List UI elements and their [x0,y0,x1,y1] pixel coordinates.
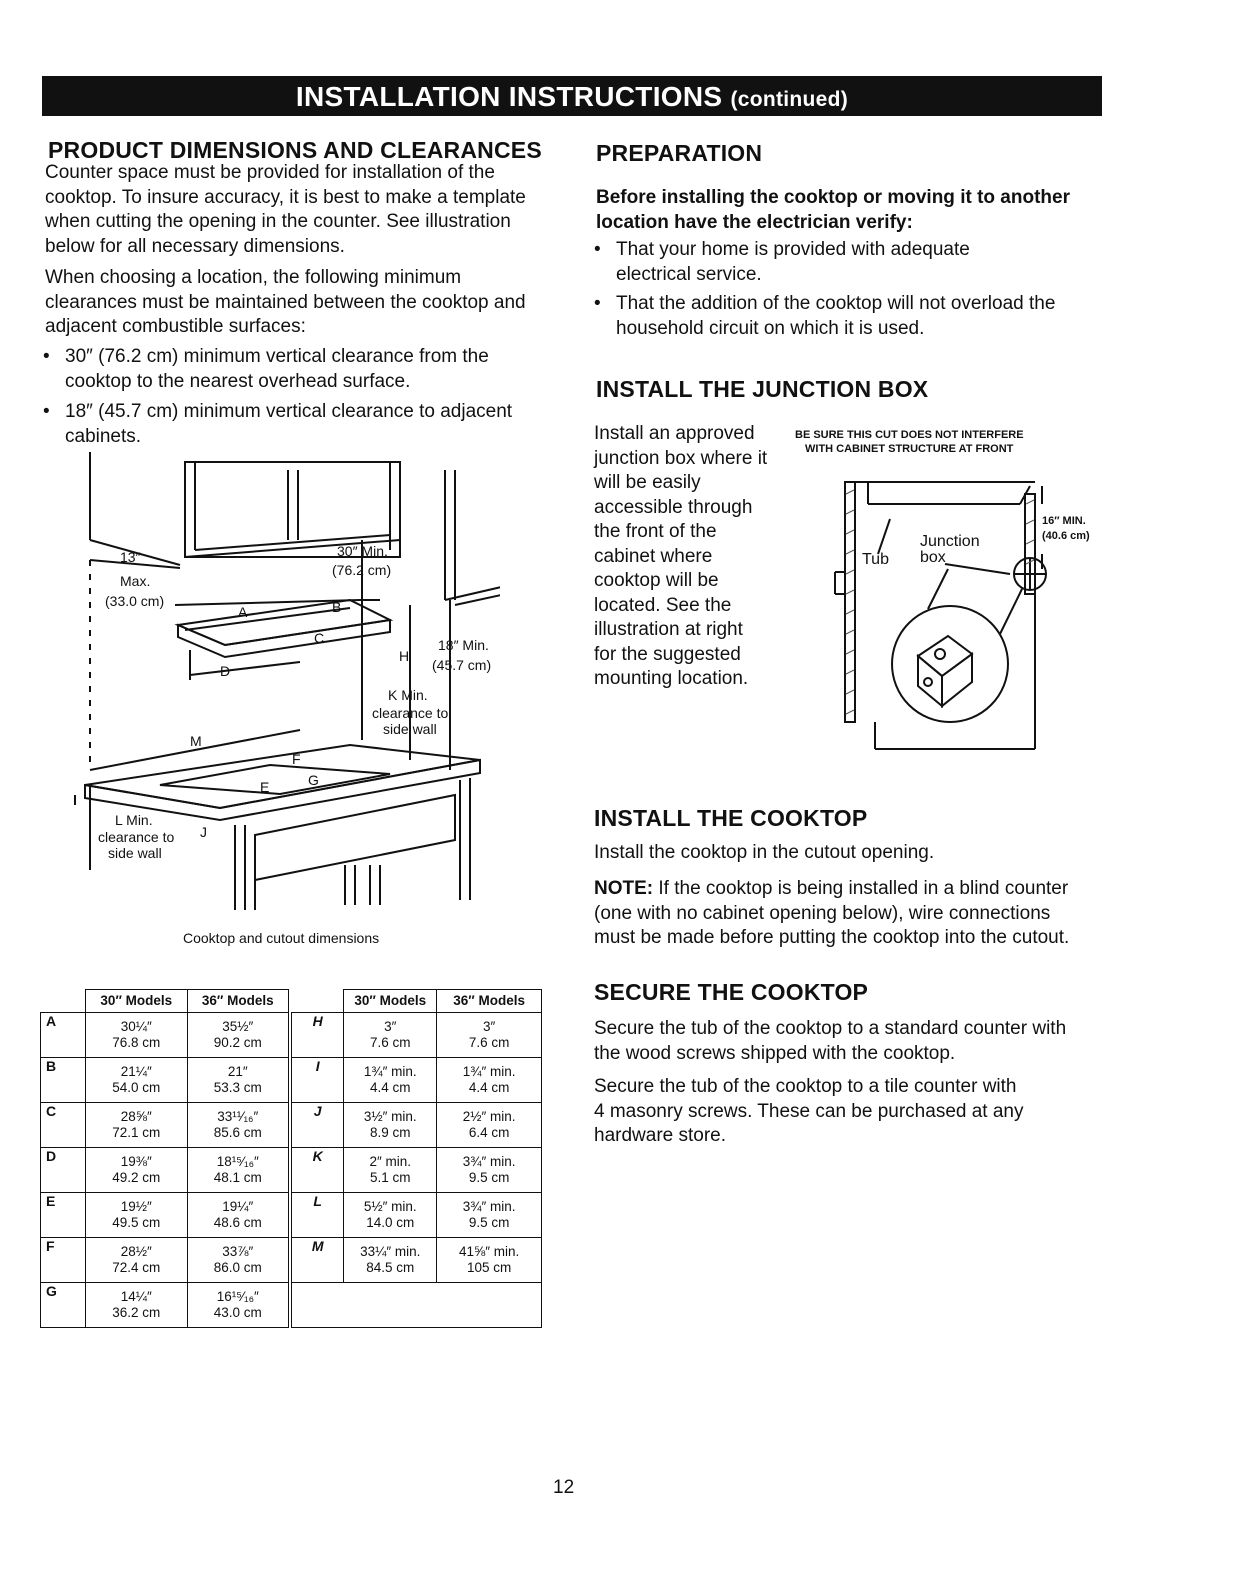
cell-value: 4.4 cm [370,1080,411,1095]
note-text: If the cooktop is being installed in a blind counter [653,878,1069,899]
cell-value: 41⅝″ min. [458,1244,520,1259]
label-d: D [220,663,231,679]
text-line: accessible through [594,496,753,518]
text-line: Secure the tub of the cooktop to a standard counter with [594,1018,1067,1039]
text-line: located. See the [594,594,732,616]
cell-value: 5.1 cm [370,1170,411,1185]
min-16-label: 16″ MIN. [1042,515,1086,527]
text-line: for the suggested [594,643,741,665]
row-letter: D [41,1148,86,1193]
text-line: cooktop to the nearest overhead surface. [65,370,411,392]
install-cooktop-text: Install the cooktop in the cutout opening. [594,842,935,863]
cell-value: 3¾″ min. [462,1154,516,1169]
text-line: electrical service. [616,263,762,285]
label-k-clearance: clearance to [372,705,449,721]
cooktop-dimensions-diagram [60,440,500,910]
cell-value: 54.0 cm [112,1080,161,1095]
table-row [41,1013,289,1058]
row-letter: B [41,1058,86,1103]
label-k-sidewall: side wall [383,721,437,737]
table-row [41,1193,289,1238]
cell-value: 21″ [227,1064,248,1079]
cell-value: 6.4 cm [468,1125,510,1140]
box-label: box [920,549,946,566]
text-line: must be made before putting the cooktop into the cutout. [594,927,1070,948]
table-row [292,1238,542,1283]
cell-value: 90.2 cm [213,1035,262,1050]
clearance-list [41,345,561,449]
cell-value: 85.6 cm [213,1125,262,1140]
row-letter: A [41,1013,86,1058]
table-row [41,1238,289,1283]
text-line: household circuit on which it is used. [616,317,925,339]
list-item [592,238,1112,287]
table-row [41,1148,289,1193]
table-row [292,1058,542,1103]
cell-value: 33¹¹⁄₁₆″ [217,1109,259,1124]
text-line: • 18″ (45.7 cm) minimum vertical clearance to adjacent [65,401,513,422]
text-line [594,877,1114,902]
row-letter: G [41,1283,86,1328]
cell-value: 84.5 cm [366,1260,415,1275]
cell-value: 105 cm [466,1260,512,1275]
cell-value: 14.0 cm [366,1215,415,1230]
cell-value: 1¾″ min. [462,1064,516,1079]
text-line: Install an approved [594,423,755,444]
label-e: E [260,779,270,795]
page-number: 12 [553,1477,575,1498]
heading-preparation: PREPARATION [596,140,763,166]
dimensions-table-right [291,989,542,1328]
table-header: 30″ Models [86,990,187,1013]
cell-value: 19⅜″ [120,1154,152,1169]
text-line: cabinets. [65,425,142,447]
junction-label: Junction [920,533,980,550]
label-h: H [399,648,410,664]
cell-value: 33¼″ min. [360,1244,421,1259]
text-line: illustration at right [594,619,743,640]
cell-value: 5½″ min. [363,1199,417,1214]
junction-box-paragraph [594,422,794,692]
label-k-min: K Min. [388,687,428,703]
banner-title: INSTALLATION INSTRUCTIONS [295,81,723,112]
cell-value: 21¼″ [120,1064,152,1079]
cell-value: 2″ min. [369,1154,412,1169]
label-b: B [332,599,342,615]
label-c: C [314,630,325,646]
text-line: • That your home is provided with adequate [616,239,970,260]
text-line: below for all necessary dimensions. [45,235,345,257]
text-line: location have the electrician verify: [596,211,913,233]
cell-value: 49.2 cm [112,1170,161,1185]
text-line: cooktop. To insure accuracy, it is best to make a template [45,186,526,208]
cell-value: 7.6 cm [370,1035,411,1050]
cell-value: 18¹⁵⁄₁₆″ [216,1154,259,1169]
table-row [41,1283,289,1328]
table-header: 36″ Models [187,990,288,1013]
cell-value: 35½″ [222,1019,254,1034]
row-letter: K [292,1148,344,1193]
heading-install-cooktop: INSTALL THE COOKTOP [594,805,868,831]
cell-value: 72.1 cm [112,1125,161,1140]
text-line: Before installing the cooktop or moving it to another [596,187,1070,208]
text-line: • 30″ (76.2 cm) minimum vertical clearance from the [65,346,489,367]
secure-paragraph-2 [594,1075,1114,1149]
cell-value: 16¹⁵⁄₁₆″ [216,1289,259,1304]
text-line: when cutting the opening in the counter. See illustration [45,211,511,232]
text-line: When choosing a location, the following minimum [45,267,462,288]
row-letter: F [41,1238,86,1283]
dimensions-table-left [40,989,289,1328]
blind-counter-note [594,877,1114,951]
row-letter: E [41,1193,86,1238]
label-13in: 13″ [120,549,141,565]
table-row [41,1058,289,1103]
preparation-intro [596,186,1116,235]
cell-value: 28½″ [120,1244,152,1259]
label-76cm: (76.2 cm) [332,562,392,578]
cell-value: 53.3 cm [213,1080,262,1095]
cell-value: 49.5 cm [112,1215,161,1230]
text-line: clearances must be maintained between the cooktop and [45,291,526,313]
text-line: (one with no cabinet opening below), wire connections [594,902,1051,924]
row-letter: L [292,1193,344,1238]
cell-value: 28⅝″ [120,1109,152,1124]
cell-value: 3″ [482,1019,496,1034]
text-line: will be easily [594,472,701,493]
cell-value: 9.5 cm [468,1170,510,1185]
text-line: cabinet where [594,545,713,567]
label-30in-min: 30″ Min. [337,543,388,559]
label-j: J [200,824,207,840]
text-line: mounting location. [594,668,749,689]
cell-value: 76.8 cm [112,1035,161,1050]
row-letter: C [41,1103,86,1148]
cell-value: 7.6 cm [468,1035,510,1050]
label-18in-min: 18″ Min. [438,637,489,653]
cell-value: 86.0 cm [213,1260,262,1275]
cell-value: 2½″ min. [462,1109,516,1124]
cell-value: 19½″ [120,1199,152,1214]
table-row [292,1013,542,1058]
cell-value: 19¼″ [222,1199,254,1214]
label-l-clearance: clearance to [98,829,175,845]
table-row [292,1103,542,1148]
table-row [292,1148,542,1193]
label-l-sidewall: side wall [108,845,162,861]
preparation-list [592,238,1112,341]
label-33cm: (33.0 cm) [105,593,165,609]
label-a: A [238,604,248,620]
table-row [292,1283,542,1328]
banner-subtitle: (continued) [730,88,849,111]
cell-value: 8.9 cm [370,1125,411,1140]
heading-product-dimensions: PRODUCT DIMENSIONS AND CLEARANCES [48,137,542,163]
heading-secure-cooktop: SECURE THE COOKTOP [594,979,869,1005]
tub-label: Tub [862,551,889,568]
label-max: Max. [120,573,151,589]
cell-value: 3¾″ min. [462,1199,516,1214]
junction-box-diagram [790,424,1100,754]
list-item [41,345,561,394]
text-line: Secure the tub of the cooktop to a tile counter with [594,1076,1017,1097]
table-header: 30″ Models [344,990,437,1013]
min-40cm-label: (40.6 cm) [1042,530,1090,542]
cell-value: 48.6 cm [213,1215,262,1230]
label-m: M [190,733,202,749]
text-line: hardware store. [594,1125,727,1146]
cell-value: 30¼″ [120,1019,152,1034]
cell-value: 33⅞″ [222,1244,254,1259]
label-g: G [308,772,319,788]
cell-value: 9.5 cm [468,1215,510,1230]
table-header: 36″ Models [437,990,542,1013]
diagram-caption: Cooktop and cutout dimensions [183,930,380,946]
cell-value: 72.4 cm [112,1260,161,1275]
row-letter: I [292,1058,344,1103]
cell-value: 3½″ min. [363,1109,417,1124]
secure-paragraph-1 [594,1017,1114,1066]
cell-value: 36.2 cm [112,1305,161,1320]
label-45cm: (45.7 cm) [432,657,492,673]
text-line: junction box where it [594,447,768,469]
text-line: adjacent combustible surfaces: [45,316,306,337]
note-label: NOTE: [594,878,654,899]
text-line: • That the addition of the cooktop will not overload the [616,293,1056,314]
cell-value: 43.0 cm [213,1305,262,1320]
text-line: Counter space must be provided for installation of the [45,162,495,183]
text-line: the front of the [594,521,717,542]
list-item [592,292,1112,341]
row-letter: H [292,1013,344,1058]
heading-install-junction-box: INSTALL THE JUNCTION BOX [596,376,929,402]
cut-note-line1: BE SURE THIS CUT DOES NOT INTERFERE [795,429,1024,441]
label-l-min: L Min. [115,812,153,828]
cell-value: 4.4 cm [468,1080,510,1095]
page-banner [42,76,1102,116]
table-row [41,1103,289,1148]
text-line: cooktop will be [594,570,719,591]
cell-value: 14¼″ [120,1289,152,1304]
intro-paragraph [45,161,565,259]
cell-value: 1¾″ min. [363,1064,417,1079]
clearance-paragraph [45,266,565,340]
cut-note-line2: WITH CABINET STRUCTURE AT FRONT [805,443,1014,455]
text-line: 4 masonry screws. These can be purchased at any [594,1100,1024,1122]
label-f: F [292,751,301,767]
table-row [292,1193,542,1238]
row-letter: J [292,1103,344,1148]
cell-value: 48.1 cm [213,1170,262,1185]
row-letter: M [292,1238,344,1283]
cell-value: 3″ [384,1019,397,1034]
text-line: the wood screws shipped with the cooktop. [594,1042,956,1064]
